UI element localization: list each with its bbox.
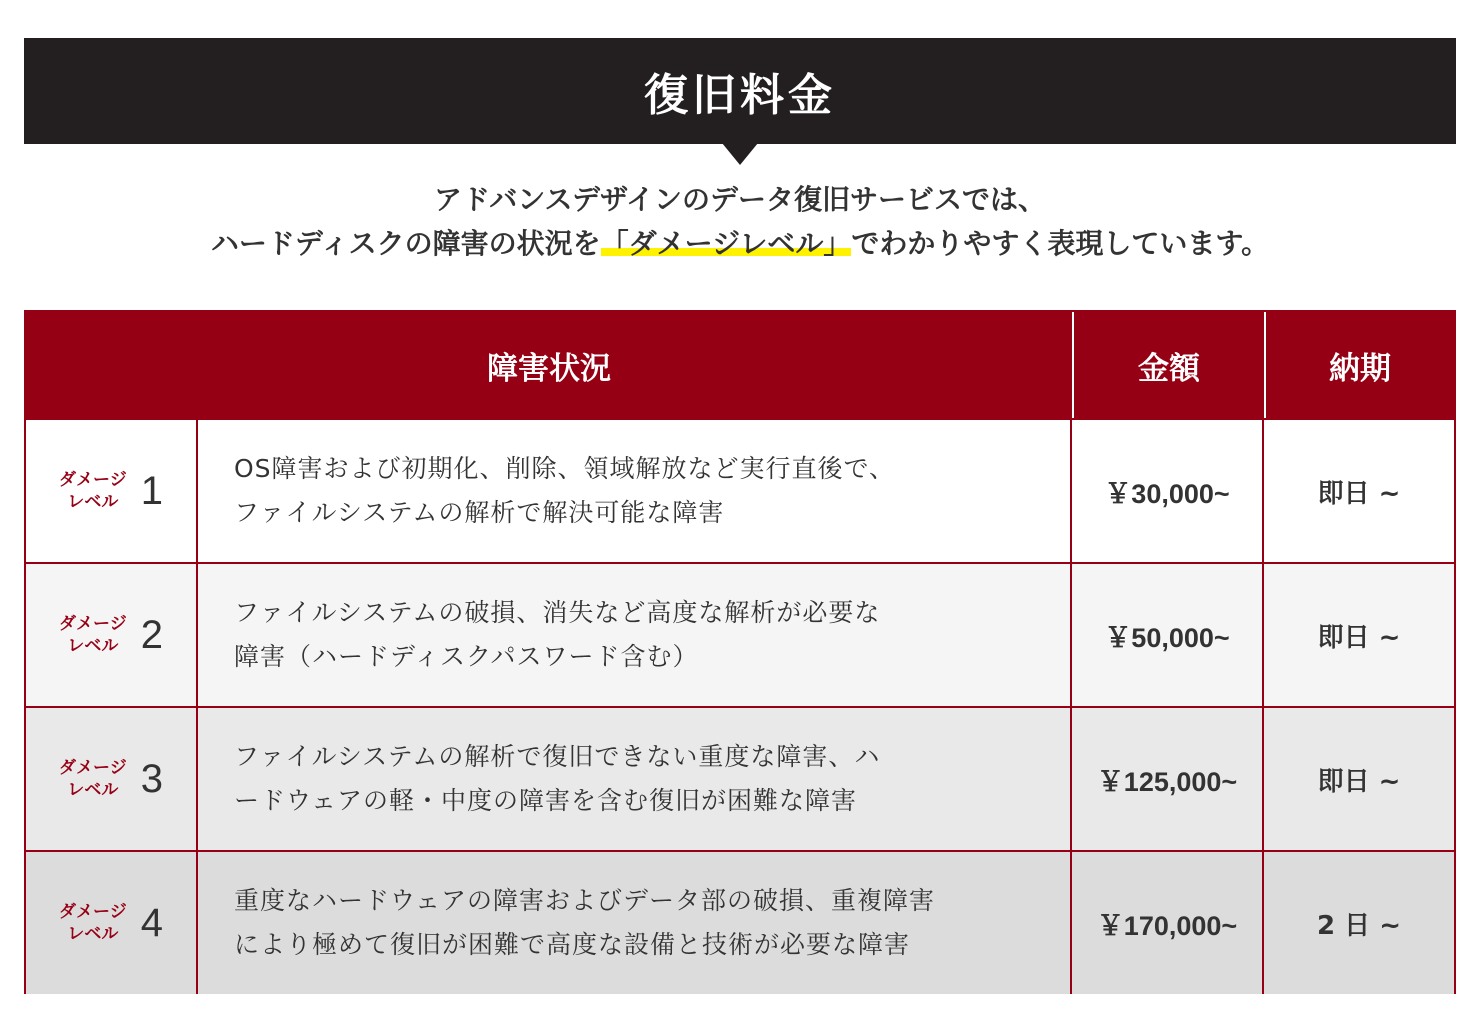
description-text: ファイルシステムの解析で復旧できない重度な障害、ハ ードウェアの軽・中度の障害を含む復旧が困難な障害 <box>234 742 881 815</box>
damage-level-number: 4 <box>140 900 163 945</box>
damage-level-cell <box>26 708 198 850</box>
damage-level-cell <box>26 564 198 706</box>
price-text: ￥50,000~ <box>1104 622 1230 653</box>
damage-level-label <box>59 469 127 513</box>
damage-level-cell <box>26 852 198 994</box>
label-bottom: レベル <box>67 780 119 800</box>
description-cell <box>198 708 1072 850</box>
pricing-table <box>24 310 1456 994</box>
price-text: ￥30,000~ <box>1104 478 1230 509</box>
term-text: 即日 ~ <box>1317 478 1401 509</box>
intro-line-2-after: でわかりやすく表現しています。 <box>851 227 1270 260</box>
term-cell <box>1264 708 1454 850</box>
term-cell <box>1264 420 1454 562</box>
term-text: 2 日 ~ <box>1317 910 1401 941</box>
intro-line-2 <box>0 222 1480 266</box>
label-bottom: レベル <box>67 636 119 656</box>
description-cell <box>198 420 1072 562</box>
header-term: 納期 <box>1264 312 1454 418</box>
description-text: 重度なハードウェアの障害およびデータ部の破損、重複障害 により極めて復旧が困難で高度な設備と技術が必要な障害 <box>234 886 936 959</box>
price-cell <box>1072 852 1264 994</box>
price-cell <box>1072 708 1264 850</box>
price-cell <box>1072 420 1264 562</box>
price-cell <box>1072 564 1264 706</box>
header-status: 障害状況 <box>487 350 611 387</box>
damage-level-label <box>59 613 127 657</box>
label-top: ダメージ <box>59 758 127 778</box>
damage-level-cell <box>26 420 198 562</box>
table-row <box>26 850 1454 994</box>
intro-line-1: アドバンスデザインのデータ復旧サービスでは、 <box>433 183 1047 216</box>
label-top: ダメージ <box>59 614 127 634</box>
label-bottom: レベル <box>67 492 119 512</box>
description-text: OS障害および初期化、削除、領域解放など実行直後で、 ファイルシステムの解析で解決可能な障害 <box>234 454 896 527</box>
table-header <box>26 312 1454 418</box>
damage-level-number: 1 <box>140 468 163 513</box>
description-cell <box>198 852 1072 994</box>
term-cell <box>1264 564 1454 706</box>
intro-text <box>0 178 1480 266</box>
label-top: ダメージ <box>59 470 127 490</box>
header-bar <box>24 38 1456 144</box>
term-cell <box>1264 852 1454 994</box>
header-arrow-icon <box>722 143 758 165</box>
description-text: ファイルシステムの破損、消失など高度な解析が必要な 障害（ハードディスクパスワード含む） <box>234 598 881 671</box>
damage-level-number: 2 <box>140 612 163 657</box>
price-text: ￥125,000~ <box>1096 766 1238 797</box>
damage-level-number: 3 <box>140 756 163 801</box>
intro-highlight: 「ダメージレベル」 <box>600 227 852 260</box>
page-title: 復旧料金 <box>644 70 836 121</box>
header-price: 金額 <box>1072 312 1264 418</box>
damage-level-label <box>59 901 127 945</box>
table-row <box>26 562 1454 706</box>
table-row <box>26 418 1454 562</box>
description-cell <box>198 564 1072 706</box>
intro-line-2-before: ハードディスクの障害の状況を <box>210 227 601 260</box>
term-text: 即日 ~ <box>1317 766 1401 797</box>
term-text: 即日 ~ <box>1317 622 1401 653</box>
damage-level-label <box>59 757 127 801</box>
label-top: ダメージ <box>59 902 127 922</box>
table-row <box>26 706 1454 850</box>
price-text: ￥170,000~ <box>1096 910 1238 941</box>
label-bottom: レベル <box>67 924 119 944</box>
